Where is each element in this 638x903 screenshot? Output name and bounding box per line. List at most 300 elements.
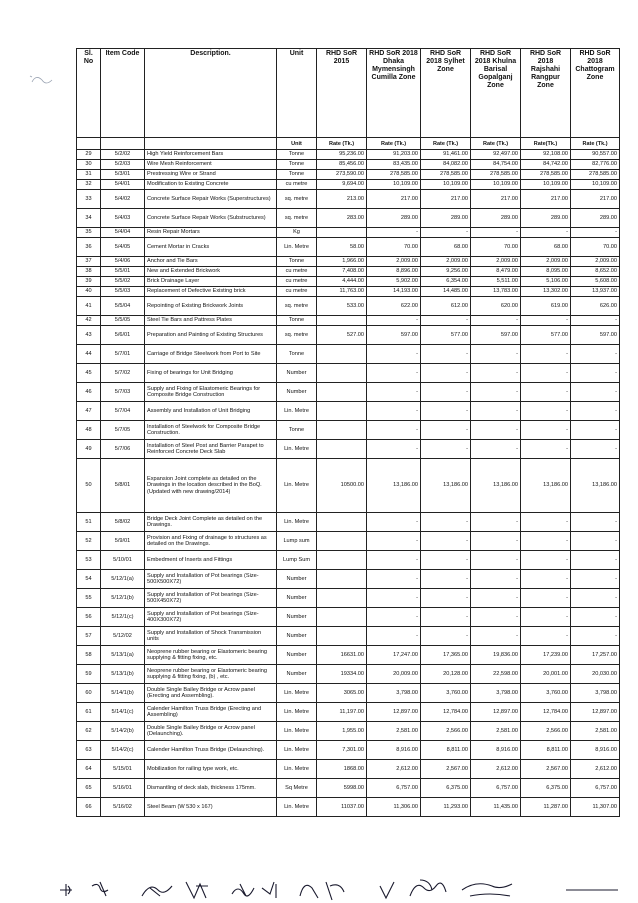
- cell-description: Supply and Installation of Pot bearings (Size-500X500X72): [145, 570, 277, 589]
- cell-unit: Number: [277, 383, 317, 402]
- cell-rate-khulna: 10,109.00: [471, 180, 521, 190]
- cell-rate-khulna: 8,916.00: [471, 741, 521, 760]
- table-row: [77, 722, 620, 741]
- cell-rate-khulna: -: [471, 589, 521, 608]
- cell-rate-sylhet: 8,811.00: [421, 741, 471, 760]
- table-row: [77, 589, 620, 608]
- cell-item-code: 5/14/2(c): [101, 741, 145, 760]
- subheader-rate: Rate(Tk.): [521, 138, 571, 150]
- cell-unit: Number: [277, 646, 317, 665]
- cell-rate-chattogram: -: [571, 608, 620, 627]
- cell-sl: 48: [77, 421, 101, 440]
- cell-rate-dhaka: -: [367, 570, 421, 589]
- cell-rate-chattogram: 82,776.00: [571, 160, 620, 170]
- table-row: [77, 798, 620, 817]
- cell-unit: Number: [277, 665, 317, 684]
- cell-description: Installation of Steel Post and Barrier Parapet to Reinforced Concrete Deck Slab: [145, 440, 277, 459]
- cell-item-code: 5/5/01: [101, 267, 145, 277]
- cell-unit: Number: [277, 589, 317, 608]
- cell-rate-sylhet: 2,567.00: [421, 760, 471, 779]
- cell-rate-khulna: 217.00: [471, 190, 521, 209]
- col-header-item-code: Item Code: [101, 49, 145, 138]
- cell-rate-dhaka: 12,897.00: [367, 703, 421, 722]
- cell-item-code: 5/10/01: [101, 551, 145, 570]
- cell-item-code: 5/16/02: [101, 798, 145, 817]
- cell-rate-dhaka: 14,193.00: [367, 287, 421, 297]
- cell-rate-2015: [317, 570, 367, 589]
- rate-table-body: [77, 150, 620, 817]
- cell-rate-dhaka: 13,186.00: [367, 459, 421, 513]
- cell-item-code: 5/13/1(a): [101, 646, 145, 665]
- cell-rate-chattogram: -: [571, 440, 620, 459]
- cell-rate-2015: 9,694.00: [317, 180, 367, 190]
- table-row: [77, 551, 620, 570]
- cell-description: Supply and Installation of Shock Transmission units: [145, 627, 277, 646]
- cell-description: Mobilization for railing type work, etc.: [145, 760, 277, 779]
- cell-sl: 36: [77, 238, 101, 257]
- table-row: [77, 190, 620, 209]
- cell-description: Preparation and Painting of Existing Structures: [145, 326, 277, 345]
- cell-sl: 55: [77, 589, 101, 608]
- cell-rate-khulna: 84,754.00: [471, 160, 521, 170]
- cell-rate-sylhet: 612.00: [421, 297, 471, 316]
- cell-item-code: 5/14/1(b): [101, 684, 145, 703]
- cell-rate-2015: [317, 316, 367, 326]
- table-row: [77, 277, 620, 287]
- subheader-unit: Unit: [277, 138, 317, 150]
- cell-rate-rajshahi: 3,760.00: [521, 684, 571, 703]
- cell-item-code: 5/4/01: [101, 180, 145, 190]
- cell-rate-dhaka: 83,435.00: [367, 160, 421, 170]
- cell-rate-rajshahi: 13,302.00: [521, 287, 571, 297]
- table-row: [77, 684, 620, 703]
- cell-unit: Lin. Metre: [277, 703, 317, 722]
- cell-rate-rajshahi: 5,106.00: [521, 277, 571, 287]
- cell-item-code: 5/5/02: [101, 277, 145, 287]
- cell-unit: Number: [277, 608, 317, 627]
- cell-rate-rajshahi: -: [521, 421, 571, 440]
- table-row: [77, 364, 620, 383]
- cell-item-code: 5/5/04: [101, 297, 145, 316]
- cell-item-code: 5/2/03: [101, 160, 145, 170]
- cell-rate-rajshahi: -: [521, 551, 571, 570]
- cell-rate-dhaka: 2,581.00: [367, 722, 421, 741]
- cell-unit: Lin. Metre: [277, 513, 317, 532]
- table-row: [77, 402, 620, 421]
- cell-rate-rajshahi: 577.00: [521, 326, 571, 345]
- cell-unit: Lump Sum: [277, 551, 317, 570]
- cell-rate-chattogram: 10,109.00: [571, 180, 620, 190]
- cell-description: Anchor and Tie Bars: [145, 257, 277, 267]
- cell-rate-sylhet: 278,585.00: [421, 170, 471, 180]
- cell-rate-rajshahi: 92,108.00: [521, 150, 571, 160]
- cell-rate-khulna: 92,497.00: [471, 150, 521, 160]
- cell-rate-chattogram: -: [571, 228, 620, 238]
- cell-rate-rajshahi: -: [521, 513, 571, 532]
- cell-description: Expansion Joint complete as detailed on the Drawings in the location described in the BoQ. (Updated with new drawing/2014): [145, 459, 277, 513]
- cell-item-code: 5/7/06: [101, 440, 145, 459]
- cell-rate-2015: 533.00: [317, 297, 367, 316]
- cell-rate-sylhet: 2,566.00: [421, 722, 471, 741]
- cell-rate-khulna: -: [471, 402, 521, 421]
- cell-rate-2015: 5998.00: [317, 779, 367, 798]
- cell-rate-dhaka: 70.00: [367, 238, 421, 257]
- cell-rate-rajshahi: -: [521, 440, 571, 459]
- cell-sl: 52: [77, 532, 101, 551]
- cell-rate-sylhet: -: [421, 383, 471, 402]
- cell-rate-khulna: 620.00: [471, 297, 521, 316]
- cell-rate-sylhet: -: [421, 589, 471, 608]
- cell-item-code: 5/8/02: [101, 513, 145, 532]
- cell-rate-khulna: -: [471, 345, 521, 364]
- cell-unit: Lump sum: [277, 532, 317, 551]
- cell-description: Double Single Bailey Bridge or Acrow panel (Erecting and Assembling).: [145, 684, 277, 703]
- cell-sl: 60: [77, 684, 101, 703]
- cell-sl: 63: [77, 741, 101, 760]
- cell-rate-sylhet: 289.00: [421, 209, 471, 228]
- cell-sl: 47: [77, 402, 101, 421]
- cell-description: Prestressing Wire or Strand: [145, 170, 277, 180]
- cell-rate-dhaka: -: [367, 627, 421, 646]
- cell-rate-dhaka: -: [367, 589, 421, 608]
- cell-rate-sylhet: 12,784.00: [421, 703, 471, 722]
- cell-rate-rajshahi: 278,585.00: [521, 170, 571, 180]
- cell-rate-khulna: -: [471, 608, 521, 627]
- cell-rate-chattogram: 289.00: [571, 209, 620, 228]
- cell-unit: Lin. Metre: [277, 459, 317, 513]
- cell-rate-chattogram: 2,009.00: [571, 257, 620, 267]
- col-header-khulna-zone: RHD SoR 2018 Khulna Barisal Gopalganj Zone: [471, 49, 521, 138]
- cell-unit: Sq Metre: [277, 779, 317, 798]
- cell-rate-sylhet: 17,365.00: [421, 646, 471, 665]
- cell-rate-rajshahi: 289.00: [521, 209, 571, 228]
- cell-rate-2015: [317, 532, 367, 551]
- cell-item-code: 5/8/01: [101, 459, 145, 513]
- cell-rate-rajshahi: 2,009.00: [521, 257, 571, 267]
- cell-sl: 57: [77, 627, 101, 646]
- cell-item-code: 5/3/01: [101, 170, 145, 180]
- table-row: [77, 238, 620, 257]
- cell-description: Carriage of Bridge Steelwork from Port to Site: [145, 345, 277, 364]
- cell-rate-rajshahi: -: [521, 316, 571, 326]
- table-row: [77, 257, 620, 267]
- cell-rate-rajshahi: 68.00: [521, 238, 571, 257]
- cell-rate-khulna: 597.00: [471, 326, 521, 345]
- cell-unit: Lin. Metre: [277, 402, 317, 421]
- cell-rate-chattogram: -: [571, 532, 620, 551]
- cell-rate-rajshahi: 10,109.00: [521, 180, 571, 190]
- cell-rate-2015: [317, 345, 367, 364]
- cell-rate-sylhet: -: [421, 513, 471, 532]
- cell-rate-khulna: 5,511.00: [471, 277, 521, 287]
- cell-rate-2015: 95,236.00: [317, 150, 367, 160]
- cell-rate-khulna: -: [471, 440, 521, 459]
- cell-rate-2015: [317, 589, 367, 608]
- cell-rate-2015: [317, 608, 367, 627]
- cell-sl: 50: [77, 459, 101, 513]
- cell-unit: cu metre: [277, 277, 317, 287]
- table-row: [77, 209, 620, 228]
- cell-item-code: 5/12/1(c): [101, 608, 145, 627]
- cell-rate-2015: [317, 440, 367, 459]
- table-row: [77, 326, 620, 345]
- cell-rate-sylhet: 91,461.00: [421, 150, 471, 160]
- cell-rate-dhaka: 20,009.00: [367, 665, 421, 684]
- cell-rate-khulna: -: [471, 364, 521, 383]
- table-row: [77, 316, 620, 326]
- cell-rate-2015: [317, 383, 367, 402]
- cell-item-code: 5/5/03: [101, 287, 145, 297]
- cell-unit: Lin. Metre: [277, 798, 317, 817]
- cell-rate-2015: 273,590.00: [317, 170, 367, 180]
- table-row: [77, 160, 620, 170]
- cell-unit: Tonne: [277, 150, 317, 160]
- cell-sl: 41: [77, 297, 101, 316]
- cell-rate-chattogram: -: [571, 402, 620, 421]
- cell-rate-khulna: 289.00: [471, 209, 521, 228]
- cell-rate-chattogram: 278,585.00: [571, 170, 620, 180]
- cell-unit: Kg: [277, 228, 317, 238]
- cell-rate-khulna: -: [471, 570, 521, 589]
- cell-rate-rajshahi: 2,566.00: [521, 722, 571, 741]
- cell-rate-rajshahi: -: [521, 364, 571, 383]
- cell-unit: cu metre: [277, 287, 317, 297]
- cell-sl: 44: [77, 345, 101, 364]
- cell-item-code: 5/15/01: [101, 760, 145, 779]
- cell-rate-rajshahi: -: [521, 608, 571, 627]
- cell-unit: Tonne: [277, 160, 317, 170]
- cell-rate-dhaka: -: [367, 440, 421, 459]
- cell-item-code: 5/6/01: [101, 326, 145, 345]
- cell-rate-dhaka: 3,798.00: [367, 684, 421, 703]
- cell-unit: Lin. Metre: [277, 741, 317, 760]
- cell-rate-chattogram: -: [571, 627, 620, 646]
- cell-item-code: 5/7/04: [101, 402, 145, 421]
- cell-sl: 33: [77, 190, 101, 209]
- cell-rate-2015: 11037.00: [317, 798, 367, 817]
- cell-rate-rajshahi: 12,784.00: [521, 703, 571, 722]
- cell-rate-2015: 527.00: [317, 326, 367, 345]
- cell-rate-rajshahi: 6,375.00: [521, 779, 571, 798]
- cell-rate-sylhet: 11,293.00: [421, 798, 471, 817]
- cell-rate-2015: 7,408.00: [317, 267, 367, 277]
- cell-rate-sylhet: -: [421, 402, 471, 421]
- cell-description: Supply and Installation of Pot bearings (Size-400X300X72): [145, 608, 277, 627]
- cell-rate-rajshahi: 8,095.00: [521, 267, 571, 277]
- cell-description: Steel Beam (W 530 x 167): [145, 798, 277, 817]
- cell-sl: 66: [77, 798, 101, 817]
- cell-rate-rajshahi: -: [521, 589, 571, 608]
- cell-rate-sylhet: -: [421, 532, 471, 551]
- cell-sl: 62: [77, 722, 101, 741]
- cell-rate-2015: 19334.00: [317, 665, 367, 684]
- table-row: [77, 228, 620, 238]
- cell-unit: cu metre: [277, 267, 317, 277]
- cell-item-code: 5/7/01: [101, 345, 145, 364]
- cell-rate-chattogram: 217.00: [571, 190, 620, 209]
- cell-item-code: 5/13/1(b): [101, 665, 145, 684]
- cell-sl: 58: [77, 646, 101, 665]
- cell-rate-khulna: -: [471, 421, 521, 440]
- cell-rate-2015: [317, 551, 367, 570]
- cell-rate-dhaka: -: [367, 228, 421, 238]
- cell-rate-chattogram: -: [571, 383, 620, 402]
- cell-rate-2015: [317, 627, 367, 646]
- cell-rate-2015: [317, 402, 367, 421]
- col-header-unit: Unit: [277, 49, 317, 138]
- cell-sl: 42: [77, 316, 101, 326]
- cell-rate-2015: 283.00: [317, 209, 367, 228]
- cell-sl: 56: [77, 608, 101, 627]
- cell-rate-sylhet: 68.00: [421, 238, 471, 257]
- cell-unit: Lin. Metre: [277, 760, 317, 779]
- cell-description: Concrete Surface Repair Works (Substructures): [145, 209, 277, 228]
- margin-scribble-icon: [28, 72, 58, 92]
- cell-rate-rajshahi: 217.00: [521, 190, 571, 209]
- cell-rate-sylhet: -: [421, 316, 471, 326]
- table-row: [77, 741, 620, 760]
- cell-rate-khulna: 3,798.00: [471, 684, 521, 703]
- cell-rate-chattogram: 626.00: [571, 297, 620, 316]
- cell-rate-chattogram: 12,897.00: [571, 703, 620, 722]
- cell-rate-sylhet: -: [421, 551, 471, 570]
- cell-rate-dhaka: 622.00: [367, 297, 421, 316]
- cell-rate-chattogram: 8,916.00: [571, 741, 620, 760]
- cell-rate-sylhet: 9,256.00: [421, 267, 471, 277]
- rate-schedule-document: [76, 48, 619, 817]
- table-row: [77, 627, 620, 646]
- cell-description: Replacement of Defective Existing brick: [145, 287, 277, 297]
- cell-unit: Tonne: [277, 316, 317, 326]
- cell-sl: 37: [77, 257, 101, 267]
- cell-description: Assembly and Installation of Unit Bridging: [145, 402, 277, 421]
- cell-unit: sq. metre: [277, 326, 317, 345]
- col-header-rhd-2015: RHD SoR 2015: [317, 49, 367, 138]
- cell-rate-chattogram: 8,652.00: [571, 267, 620, 277]
- cell-item-code: 5/4/06: [101, 257, 145, 267]
- cell-rate-chattogram: 6,757.00: [571, 779, 620, 798]
- cell-rate-dhaka: 5,902.00: [367, 277, 421, 287]
- table-row: [77, 532, 620, 551]
- cell-rate-dhaka: 11,306.00: [367, 798, 421, 817]
- cell-rate-rajshahi: 17,239.00: [521, 646, 571, 665]
- subheader-rate: Rate (Tk.): [317, 138, 367, 150]
- cell-item-code: 5/9/01: [101, 532, 145, 551]
- cell-rate-khulna: 11,435.00: [471, 798, 521, 817]
- cell-rate-2015: [317, 421, 367, 440]
- cell-rate-dhaka: -: [367, 608, 421, 627]
- cell-sl: 40: [77, 287, 101, 297]
- cell-rate-2015: 16631.00: [317, 646, 367, 665]
- cell-unit: Tonne: [277, 257, 317, 267]
- cell-rate-dhaka: -: [367, 364, 421, 383]
- cell-item-code: 5/4/04: [101, 228, 145, 238]
- cell-description: Modification to Existing Concrete: [145, 180, 277, 190]
- cell-rate-sylhet: -: [421, 345, 471, 364]
- cell-rate-chattogram: 597.00: [571, 326, 620, 345]
- cell-description: Steel Tie Bars and Pattress Plates: [145, 316, 277, 326]
- cell-description: Provision and Fixing of drainage to structures as detailed on the Drawings.: [145, 532, 277, 551]
- cell-description: Fixing of bearings for Unit Bridging: [145, 364, 277, 383]
- cell-item-code: 5/4/05: [101, 238, 145, 257]
- cell-item-code: 5/2/02: [101, 150, 145, 160]
- cell-rate-khulna: -: [471, 228, 521, 238]
- cell-sl: 38: [77, 267, 101, 277]
- cell-rate-chattogram: -: [571, 570, 620, 589]
- cell-rate-rajshahi: 13,186.00: [521, 459, 571, 513]
- cell-rate-khulna: -: [471, 383, 521, 402]
- cell-sl: 35: [77, 228, 101, 238]
- cell-rate-dhaka: -: [367, 421, 421, 440]
- cell-sl: 53: [77, 551, 101, 570]
- cell-rate-rajshahi: -: [521, 228, 571, 238]
- cell-rate-chattogram: -: [571, 513, 620, 532]
- cell-item-code: 5/7/02: [101, 364, 145, 383]
- cell-item-code: 5/14/2(b): [101, 722, 145, 741]
- cell-rate-chattogram: -: [571, 364, 620, 383]
- cell-rate-sylhet: -: [421, 421, 471, 440]
- table-row: [77, 608, 620, 627]
- col-header-description: Description.: [145, 49, 277, 138]
- unit-subheader-row: [77, 138, 620, 150]
- cell-rate-sylhet: -: [421, 440, 471, 459]
- cell-rate-chattogram: -: [571, 421, 620, 440]
- cell-rate-dhaka: -: [367, 316, 421, 326]
- cell-rate-dhaka: -: [367, 345, 421, 364]
- cell-rate-chattogram: 70.00: [571, 238, 620, 257]
- cell-description: Calender Hamilton Truss Bridge (Erecting and Assembling): [145, 703, 277, 722]
- cell-rate-dhaka: 6,757.00: [367, 779, 421, 798]
- cell-rate-rajshahi: 84,742.00: [521, 160, 571, 170]
- cell-rate-sylhet: 14,485.00: [421, 287, 471, 297]
- table-row: [77, 665, 620, 684]
- table-row: [77, 287, 620, 297]
- cell-rate-dhaka: -: [367, 513, 421, 532]
- cell-sl: 39: [77, 277, 101, 287]
- cell-rate-rajshahi: -: [521, 345, 571, 364]
- table-row: [77, 779, 620, 798]
- cell-sl: 45: [77, 364, 101, 383]
- cell-rate-2015: [317, 364, 367, 383]
- cell-description: Wire Mesh Reinforcement: [145, 160, 277, 170]
- cell-rate-sylhet: -: [421, 627, 471, 646]
- cell-rate-sylhet: 3,760.00: [421, 684, 471, 703]
- cell-rate-khulna: 13,783.00: [471, 287, 521, 297]
- cell-rate-sylhet: 10,109.00: [421, 180, 471, 190]
- cell-rate-khulna: 8,479.00: [471, 267, 521, 277]
- cell-item-code: 5/7/05: [101, 421, 145, 440]
- cell-description: Repointing of Existing Brickwork Joints: [145, 297, 277, 316]
- cell-description: Neoprene rubber bearing or Elastomeric bearing supplying & fitting fixing, (b) , etc.: [145, 665, 277, 684]
- cell-rate-dhaka: -: [367, 383, 421, 402]
- cell-rate-khulna: 2,009.00: [471, 257, 521, 267]
- cell-rate-khulna: 2,612.00: [471, 760, 521, 779]
- cell-rate-dhaka: 8,916.00: [367, 741, 421, 760]
- cell-rate-khulna: 19,836.00: [471, 646, 521, 665]
- cell-description: Double Single Bailey Bridge or Acrow panel (Delaunching).: [145, 722, 277, 741]
- cell-rate-chattogram: 2,581.00: [571, 722, 620, 741]
- table-row: [77, 513, 620, 532]
- cell-rate-2015: 10500.00: [317, 459, 367, 513]
- cell-rate-rajshahi: 2,567.00: [521, 760, 571, 779]
- cell-unit: Lin. Metre: [277, 684, 317, 703]
- cell-unit: Lin. Metre: [277, 440, 317, 459]
- cell-rate-rajshahi: 11,287.00: [521, 798, 571, 817]
- table-row: [77, 570, 620, 589]
- cell-rate-rajshahi: -: [521, 627, 571, 646]
- cell-sl: 29: [77, 150, 101, 160]
- table-row: [77, 459, 620, 513]
